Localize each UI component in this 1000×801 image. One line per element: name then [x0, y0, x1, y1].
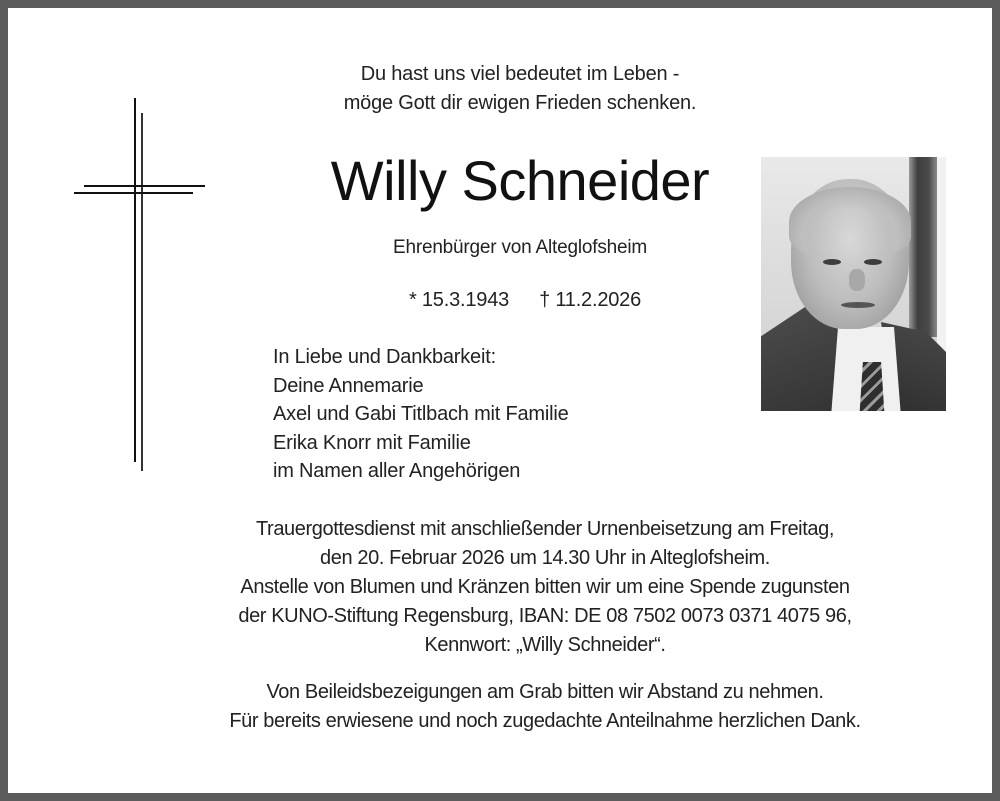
death-date: † 11.2.2026: [539, 289, 642, 311]
photo-mouth: [841, 302, 875, 308]
photo-nose: [849, 269, 865, 291]
photo-window-frame: [909, 157, 937, 337]
mourners-list: [273, 343, 569, 486]
photo-tie: [859, 362, 885, 411]
donation-keyword: Kennwort: „Willy Schneider“.: [424, 634, 666, 656]
service-line: den 20. Februar 2026 um 14.30 Uhr in Alteglofsheim.: [320, 547, 770, 569]
service-line: Trauergottesdienst mit anschließender Urnenbeisetzung am Freitag,: [255, 518, 834, 540]
mourner: Deine Annemarie: [273, 374, 424, 397]
mourner: Axel und Gabi Titlbach mit Familie: [273, 403, 569, 425]
life-dates: [380, 286, 670, 314]
honorary-title: Ehrenbürger von Alteglofsheim: [392, 237, 648, 258]
cross-vertical-line-secondary: [141, 113, 143, 471]
mourner: Erika Knorr mit Familie: [273, 431, 471, 454]
donation-line: der KUNO-Stiftung Regensburg, IBAN: DE 08 7502 0073 0371 4075 96,: [238, 605, 852, 627]
deceased-name: Willy Schneider: [330, 149, 710, 212]
mourners-heading: In Liebe und Dankbarkeit:: [273, 346, 496, 368]
photo-hair: [789, 187, 911, 257]
cross-horizontal-line-lower: [74, 192, 193, 194]
service-details: [150, 515, 940, 660]
photo-eye-right: [864, 259, 882, 265]
motto: [200, 60, 840, 118]
closing-remarks: [130, 678, 960, 736]
motto-line: Du hast uns viel bedeutet im Leben -: [360, 63, 680, 85]
photo-eye-left: [823, 259, 841, 265]
cross-vertical-line-main: [134, 98, 136, 462]
donation-line: Anstelle von Blumen und Kränzen bitten wir um eine Spende zugunsten: [240, 576, 850, 598]
closing-line: Von Beileidsbezeigungen am Grab bitten wir Abstand zu nehmen.: [266, 681, 824, 703]
motto-line: möge Gott dir ewigen Frieden schenken.: [343, 92, 697, 114]
birth-date: * 15.3.1943: [408, 289, 510, 311]
closing-line: Für bereits erwiesene und noch zugedachte Anteilnahme herzlichen Dank.: [229, 710, 861, 732]
portrait-photo: [761, 157, 946, 411]
mourner: im Namen aller Angehörigen: [273, 460, 521, 482]
cross-horizontal-line-upper: [84, 185, 205, 187]
